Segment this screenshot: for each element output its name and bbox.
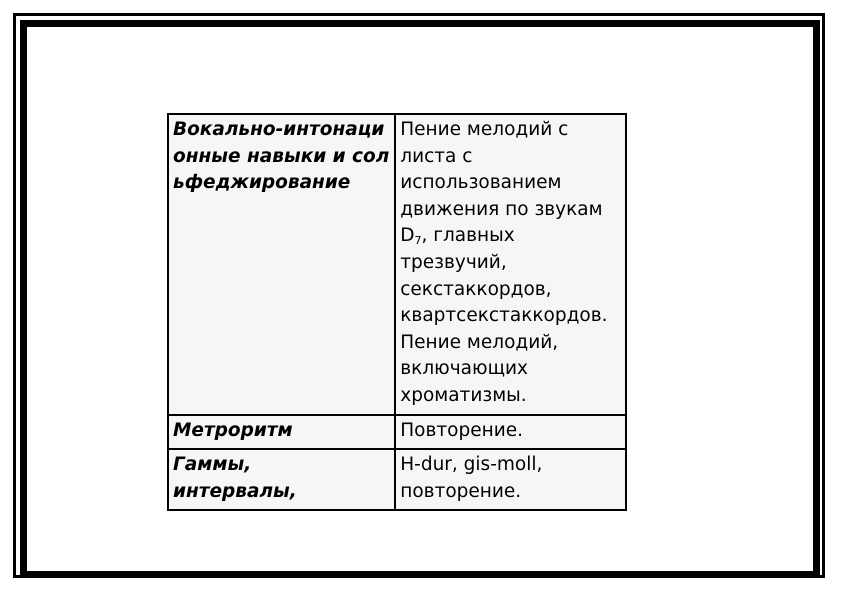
content-line: использованием [400,172,562,194]
content-line: секстаккордов, [400,278,552,300]
chord-tail: , главных [421,225,515,247]
table-row [168,114,626,415]
topic-line: Гаммы, [173,454,252,476]
content-line: включающих [400,358,528,380]
chord-subscript: 7 [414,234,422,248]
table-cell-content [395,114,626,415]
table-row [168,449,626,510]
content-line: листа с [400,145,473,167]
content-line: повторение. [400,480,522,502]
content-line: движения по звукам [400,198,603,220]
topic-label: Метроритм [173,419,293,441]
curriculum-table [167,113,627,511]
content-line: квартсекстаккордов. [400,305,608,327]
content-line: хроматизмы. [400,384,527,406]
content-line: Пение мелодий с [400,119,569,140]
table-cell-topic [168,114,395,415]
table-cell-content [395,449,626,510]
content-line-chord [400,223,621,250]
topic-line: интервалы, [173,480,297,502]
table-cell-topic [168,449,395,510]
content-line: H-dur, gis-moll, [400,454,543,476]
table-cell-content [395,415,626,450]
table-cell-topic [168,415,395,450]
topic-label: Вокально-интонационные навыки и сольфеджирование [173,119,390,194]
content-line: Пение мелодий, [400,331,559,353]
table-row [168,415,626,450]
chord-symbol: D [400,225,415,247]
content-line: Повторение. [400,419,523,441]
content-line: трезвучий, [400,251,507,273]
